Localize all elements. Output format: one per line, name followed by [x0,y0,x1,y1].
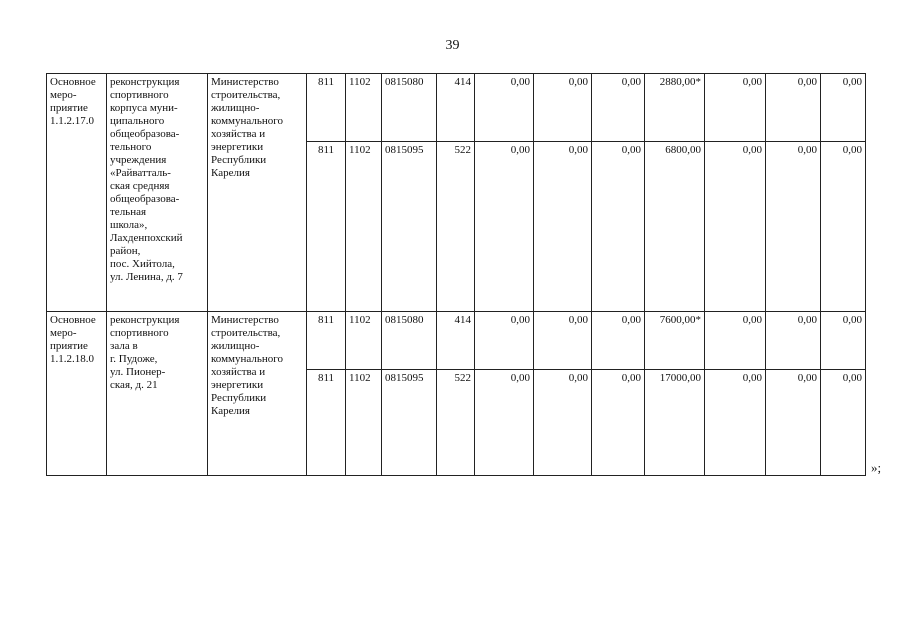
value-cell: 0,00 [705,370,766,476]
rzpr-cell: 1102 [346,312,382,370]
measure-cell: Основное меро- приятие 1.1.2.18.0 [47,312,107,476]
grbs-cell: 811 [307,142,346,312]
description-cell: реконструкция спортивного корпуса муни- ципального общеобразова- тельного учреждения «Райватталь- ская средняя общеобразова- тельная школа», Лахденпохский район, пос. Хийтола, ул. Ленина, д. 7 [107,74,208,312]
rzpr-cell: 1102 [346,142,382,312]
value-cell: 0,00 [766,312,821,370]
value-cell: 0,00 [534,74,592,142]
value-cell: 0,00 [592,312,645,370]
budget-table [46,73,866,476]
grbs-cell: 811 [307,370,346,476]
value-cell: 0,00 [821,370,866,476]
value-cell: 0,00 [592,74,645,142]
value-cell: 7600,00* [645,312,705,370]
rzpr-cell: 1102 [346,370,382,476]
csr-cell: 0815095 [382,370,437,476]
value-cell: 0,00 [592,370,645,476]
vr-cell: 522 [437,142,475,312]
value-cell: 0,00 [475,142,534,312]
csr-cell: 0815080 [382,312,437,370]
csr-cell: 0815080 [382,74,437,142]
value-cell: 0,00 [534,370,592,476]
rzpr-cell: 1102 [346,74,382,142]
table-row [47,74,866,142]
grbs-cell: 811 [307,312,346,370]
value-cell: 0,00 [821,142,866,312]
closing-quote: »; [871,460,882,475]
page-number: 39 [445,38,460,53]
value-cell: 2880,00* [645,74,705,142]
executor-cell: Министерство строительства, жилищно- коммунального хозяйства и энергетики Республики Карелия [208,312,307,476]
value-cell: 0,00 [475,74,534,142]
vr-cell: 522 [437,370,475,476]
value-cell: 0,00 [705,312,766,370]
measure-cell: Основное меро- приятие 1.1.2.17.0 [47,74,107,312]
description-cell: реконструкция спортивного зала в г. Пудоже, ул. Пионер- ская, д. 21 [107,312,208,476]
table-row [47,312,866,370]
value-cell: 0,00 [534,312,592,370]
value-cell: 0,00 [766,370,821,476]
value-cell: 0,00 [592,142,645,312]
value-cell: 17000,00 [645,370,705,476]
value-cell: 0,00 [705,142,766,312]
value-cell: 0,00 [766,74,821,142]
value-cell: 0,00 [766,142,821,312]
value-cell: 0,00 [534,142,592,312]
value-cell: 0,00 [705,74,766,142]
csr-cell: 0815095 [382,142,437,312]
value-cell: 0,00 [475,312,534,370]
executor-cell: Министерство строительства, жилищно- коммунального хозяйства и энергетики Республики Карелия [208,74,307,312]
vr-cell: 414 [437,74,475,142]
value-cell: 0,00 [821,74,866,142]
value-cell: 0,00 [475,370,534,476]
grbs-cell: 811 [307,74,346,142]
value-cell: 0,00 [821,312,866,370]
value-cell: 6800,00 [645,142,705,312]
vr-cell: 414 [437,312,475,370]
